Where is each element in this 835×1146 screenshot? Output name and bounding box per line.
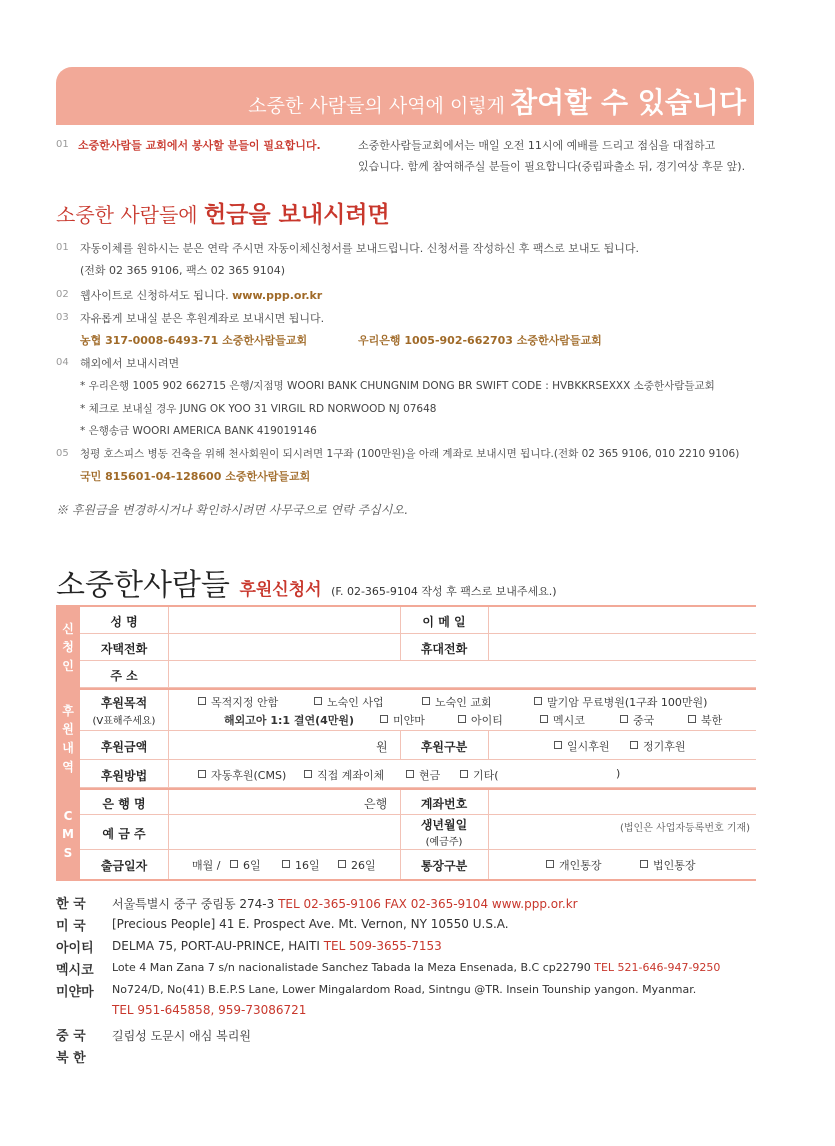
checkbox-icon[interactable]: [630, 741, 638, 749]
email-field[interactable]: [490, 607, 756, 633]
checkbox-icon[interactable]: [688, 715, 696, 723]
checkbox-icon[interactable]: [380, 715, 388, 723]
donate-line-04: 해외에서 보내시려면: [80, 357, 180, 370]
home-phone-field[interactable]: [170, 634, 400, 660]
address-usa: [Precious People] 41 E. Prospect Ave. Mt. Vernon, NY 10550 U.S.A.: [112, 917, 509, 931]
address-field[interactable]: [170, 661, 756, 687]
volunteer-line-2: 있습니다. 함께 참여해주실 분들이 필요합니다(중림파출소 뒤, 경기여상 후문 앞).: [358, 160, 746, 173]
checkbox-icon[interactable]: [460, 770, 468, 778]
purpose-label: 후원목적: [100, 696, 148, 710]
home-phone-label: 자택전화: [100, 642, 148, 656]
type-opt[interactable]: 일시후원: [554, 738, 610, 754]
email-label: 이 메 일: [422, 615, 466, 629]
checkbox-icon[interactable]: [230, 860, 238, 868]
checkbox-icon[interactable]: [458, 715, 466, 723]
day-opt[interactable]: 16일: [282, 857, 320, 873]
side-char: 청: [62, 640, 74, 655]
method-opt[interactable]: 자동후원(CMS): [198, 767, 286, 783]
amount-field[interactable]: [170, 731, 390, 759]
side-char: 원: [62, 722, 74, 737]
checkbox-icon[interactable]: [198, 770, 206, 778]
section-donation: [56, 688, 756, 788]
form-title-main: 소중한사람들: [56, 568, 230, 603]
checkbox-icon[interactable]: [338, 860, 346, 868]
header-banner: [56, 67, 754, 123]
sponsorship-link: 해외고아 1:1 결연(4만원): [224, 714, 355, 727]
country-opt[interactable]: 미얀마: [380, 712, 425, 728]
donate-line-05: 청평 호스피스 병동 건축을 위해 천사회원이 되시려면 1구좌 (100만원)을 아래 계좌로 보내시면 됩니다.(전화 02 365 9106, 010 2210 9106): [80, 448, 740, 460]
form-fax-note: (F. 02-365-9104 작성 후 팩스로 보내주세요.): [331, 585, 557, 598]
checkbox-icon[interactable]: [282, 860, 290, 868]
country-usa: 미 국: [56, 919, 86, 934]
checkbox-icon[interactable]: [546, 860, 554, 868]
account-field[interactable]: [490, 790, 756, 814]
country-opt[interactable]: 아이티: [458, 712, 503, 728]
type-opt[interactable]: 정기후원: [630, 738, 686, 754]
side-label-applicant: [56, 607, 80, 688]
holder-label: 예 금 주: [102, 827, 146, 841]
side-char: 역: [62, 759, 74, 774]
name-label: 성 명: [110, 615, 138, 629]
haiti-contact: TEL 509-3655-7153: [323, 939, 442, 953]
bank-unit: 은행: [364, 797, 388, 811]
banner-title: [248, 81, 746, 121]
form-title-sub: 후원신청서: [239, 580, 322, 600]
side-char: M: [62, 827, 74, 842]
volunteer-line-1: 소중한사람들교회에서는 매일 오전 11시에 예배를 드리고 점심을 대접하고: [358, 139, 716, 152]
amount-label: 후원금액: [100, 740, 148, 754]
row-amount: [80, 731, 756, 760]
item-number: 02: [56, 289, 69, 300]
birth-sub-label: (예금주): [425, 837, 463, 848]
donate-line-02-text: 웹사이트로 신청하셔도 됩니다.: [80, 289, 229, 302]
website-link[interactable]: www.ppp.or.kr: [232, 289, 323, 302]
donate-line-04c: * 은행송금 WOORI AMERICA BANK 419019146: [80, 425, 317, 437]
type-label: 후원구분: [420, 740, 468, 754]
acct-type-label: 통장구분: [420, 859, 468, 873]
notice-text: ※ 후원금을 변경하시거나 확인하시려면 사무국으로 연락 주십시오.: [56, 503, 408, 517]
checkbox-icon[interactable]: [314, 697, 322, 705]
holder-field[interactable]: [170, 815, 400, 849]
checkbox-icon[interactable]: [620, 715, 628, 723]
account-woori: 우리은행 1005-902-662703 소중한사람들교회: [358, 334, 602, 347]
country-myanmar: 미얀마: [56, 985, 94, 1000]
row-purpose: [80, 690, 756, 731]
checkbox-icon[interactable]: [640, 860, 648, 868]
address-myanmar: No724/D, No(41) B.E.P.S Lane, Lower Mingalardom Road, Sintngu @TR. Insein Tounship yangon. Myanmar.: [112, 983, 697, 996]
item-number: 04: [56, 357, 69, 368]
method-opt[interactable]: 현금: [406, 767, 440, 783]
method-etc-close: ): [616, 767, 621, 780]
side-label-cms: [56, 790, 80, 879]
country-china: 중 국: [56, 1029, 86, 1044]
volunteer-title: 소중한사람들 교회에서 봉사할 분들이 필요합니다.: [78, 139, 321, 152]
birth-label: 생년월일: [420, 818, 468, 832]
donate-heading: [56, 196, 390, 229]
section-cms: [56, 788, 756, 881]
country-opt[interactable]: 중국: [620, 712, 654, 728]
name-field[interactable]: [170, 607, 400, 633]
purpose-note: (V표해주세요): [92, 716, 156, 727]
mobile-field[interactable]: [490, 634, 756, 660]
footer-website-link[interactable]: www.ppp.or.kr: [491, 897, 578, 911]
checkbox-icon[interactable]: [304, 770, 312, 778]
donate-line-01a: 자동이체를 원하시는 분은 연락 주시면 자동이체신청서를 보내드립니다. 신청서를 작성하신 후 팩스로 보내도 됩니다.: [80, 242, 639, 255]
method-label: 후원방법: [100, 769, 148, 783]
monthly-label: 매월 /: [192, 859, 221, 872]
mexico-contact: TEL 521-646-947-9250: [594, 961, 721, 974]
mobile-label: 휴대전화: [420, 642, 468, 656]
purpose-opt[interactable]: 말기암 무료병원(1구좌 100만원): [534, 694, 707, 710]
account-kookmin: 국민 815601-04-128600 소중한사람들교회: [80, 470, 311, 483]
country-opt[interactable]: 멕시코: [540, 712, 585, 728]
acct-type-opt[interactable]: 법인통장: [640, 857, 696, 873]
bank-label: 은 행 명: [102, 797, 146, 811]
biz-note: (법인은 사업자등록번호 기재): [620, 823, 751, 834]
row-name: [80, 607, 756, 634]
item-number: 01: [56, 139, 69, 150]
account-label: 계좌번호: [420, 797, 468, 811]
country-mexico: 멕시코: [56, 963, 94, 978]
side-char: S: [63, 845, 73, 860]
checkbox-icon[interactable]: [406, 770, 414, 778]
korea-contact: TEL 02-365-9106 FAX 02-365-9104: [278, 897, 489, 911]
country-opt[interactable]: 북한: [688, 712, 722, 728]
item-number: 05: [56, 448, 69, 459]
donate-line-01b: (전화 02 365 9106, 팩스 02 365 9104): [80, 264, 286, 277]
acct-type-opt[interactable]: 개인통장: [546, 857, 602, 873]
banner-main: 참여할 수 있습니다: [510, 86, 746, 119]
side-char: 인: [62, 658, 74, 673]
side-label-donation: [56, 690, 80, 788]
myanmar-contact: TEL 951-645858, 959-73086721: [112, 1003, 307, 1017]
donate-heading-main: 헌금을 보내시려면: [203, 201, 390, 228]
day-opt[interactable]: 6일: [230, 857, 261, 873]
side-char: 후: [62, 703, 74, 718]
banner-underline: [56, 123, 754, 125]
row-holder: [80, 815, 756, 850]
country-haiti: 아이티: [56, 941, 94, 956]
donate-line-04a: * 우리은행 1005 902 662715 은행/지점명 WOORI BANK CHUNGNIM DONG BR SWIFT CODE : HVBKKRSEXXX 소중한사람들교회: [80, 380, 715, 392]
address-haiti: DELMA 75, PORT-AU-PRINCE, HAITI TEL 509-3655-7153: [112, 939, 442, 953]
side-char: 신: [62, 621, 74, 636]
day-opt[interactable]: 26일: [338, 857, 376, 873]
checkbox-icon[interactable]: [534, 697, 542, 705]
purpose-opt[interactable]: 노숙인 교회: [422, 694, 492, 710]
address-china: 길림성 도문시 애심 복리원: [112, 1029, 251, 1043]
row-phone: [80, 634, 756, 661]
bank-field[interactable]: [170, 790, 370, 814]
country-korea: 한 국: [56, 897, 86, 912]
checkbox-icon[interactable]: [422, 697, 430, 705]
donate-line-04b: * 체크로 보내실 경우 JUNG OK YOO 31 VIRGIL RD NORWOOD NJ 07648: [80, 403, 437, 415]
withdraw-label: 출금일자: [100, 859, 148, 873]
checkbox-icon[interactable]: [198, 697, 206, 705]
item-number: 01: [56, 242, 69, 253]
method-opt[interactable]: 직접 계좌이체: [304, 767, 384, 783]
side-char: C: [63, 808, 73, 823]
form-title: [56, 560, 557, 604]
banner-prefix: 소중한 사람들의 사역에 이렇게: [248, 95, 506, 117]
section-applicant: [56, 605, 756, 688]
account-nonghyup: 농협 317-0008-6493-71 소중한사람들교회: [80, 334, 308, 347]
country-north-korea: 북 한: [56, 1051, 86, 1066]
row-method: [80, 760, 756, 788]
donate-heading-prefix: 소중한 사람들에: [56, 203, 198, 227]
side-char: 내: [62, 741, 74, 755]
row-address: [80, 661, 756, 688]
purpose-opt[interactable]: 목적지정 안함: [198, 694, 278, 710]
item-number: 03: [56, 312, 69, 323]
row-bank: [80, 790, 756, 815]
address-korea: 서울특별시 중구 중림동 274-3 TEL 02-365-9106 FAX 02-365-9104 www.ppp.or.kr: [112, 897, 578, 911]
won-unit: 원: [376, 740, 388, 754]
checkbox-icon[interactable]: [540, 715, 548, 723]
row-withdraw: [80, 850, 756, 878]
donate-line-03: 자유롭게 보내실 분은 후원계좌로 보내시면 됩니다.: [80, 312, 325, 325]
donate-line-02: [80, 287, 322, 303]
purpose-opt[interactable]: 노숙인 사업: [314, 694, 384, 710]
address-mexico: Lote 4 Man Zana 7 s/n nacionalistade Sanchez Tabada la Meza Ensenada, B.C cp22790 TEL 521-646-947-9250: [112, 961, 721, 974]
checkbox-icon[interactable]: [554, 741, 562, 749]
address-label: 주 소: [110, 669, 138, 683]
method-opt-etc[interactable]: 기타(: [460, 767, 499, 783]
